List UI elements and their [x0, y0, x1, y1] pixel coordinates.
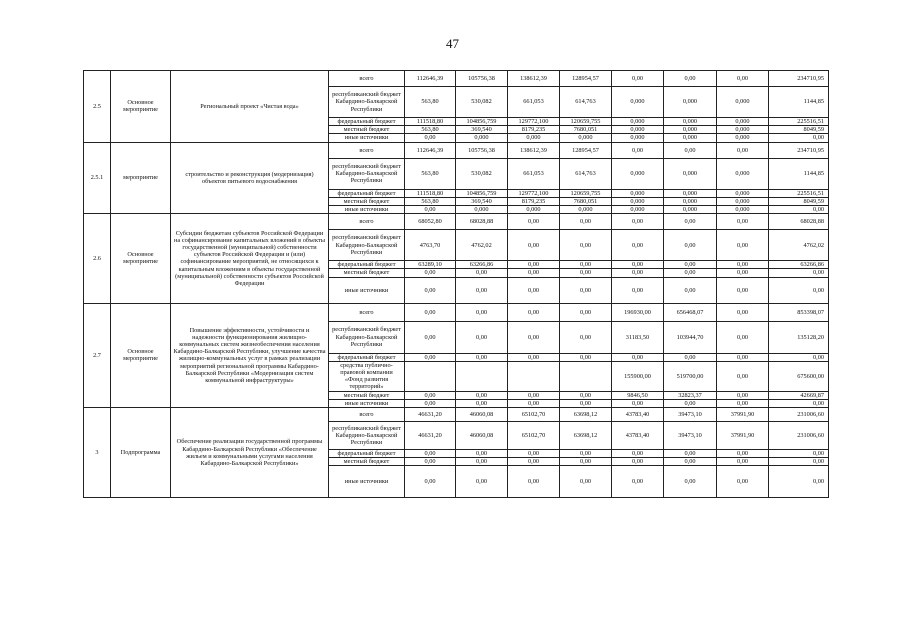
item-number: 2.5.1	[84, 142, 111, 214]
year-value: 0,00	[664, 142, 717, 158]
total-value: 0,00	[769, 206, 829, 214]
year-value: 0,000	[664, 87, 717, 118]
year-value: 0,00	[612, 399, 664, 407]
year-value: 563,80	[405, 87, 456, 118]
year-value: 661,053	[508, 158, 560, 189]
year-value: 0,000	[664, 158, 717, 189]
year-value: 0,00	[664, 399, 717, 407]
year-value: 0,00	[405, 134, 456, 142]
total-value: 135128,20	[769, 321, 829, 353]
year-value: 0,000	[717, 126, 769, 134]
year-value: 68028,88	[456, 214, 508, 230]
year-value: 0,00	[664, 214, 717, 230]
year-value: 128954,57	[560, 142, 612, 158]
total-value: 68028,88	[769, 214, 829, 230]
year-value: 0,00	[456, 391, 508, 399]
year-value: 0,00	[456, 458, 508, 466]
year-value: 0,00	[560, 450, 612, 458]
year-value: 0,00	[612, 142, 664, 158]
year-value: 105756,38	[456, 142, 508, 158]
year-value: 155900,00	[612, 361, 664, 391]
year-value: 0,000	[664, 197, 717, 205]
year-value: 111518,80	[405, 189, 456, 197]
total-value: 63266,86	[769, 261, 829, 269]
year-value: 46060,08	[456, 408, 508, 422]
funding-source: всего	[329, 142, 405, 158]
year-value: 0,00	[560, 353, 612, 361]
year-value: 0,00	[717, 261, 769, 269]
item-description: Обеспечение реализации государственной программы Кабардино-Балкарской Республики «Обеспечение жильем и коммунальными услугами населения Кабардино-Балкарской Республики»	[171, 408, 329, 498]
year-value: 0,000	[508, 134, 560, 142]
year-value	[405, 361, 456, 391]
total-value: 1144,85	[769, 158, 829, 189]
funding-source: всего	[329, 303, 405, 321]
item-description: строительство и реконструкция (модернизация) объектов питьевого водоснабжения	[171, 142, 329, 214]
year-value: 0,00	[664, 261, 717, 269]
year-value: 0,00	[612, 450, 664, 458]
year-value: 0,000	[612, 189, 664, 197]
year-value: 0,00	[508, 303, 560, 321]
year-value: 4763,70	[405, 230, 456, 261]
year-value: 7680,051	[560, 126, 612, 134]
year-value: 369,540	[456, 197, 508, 205]
year-value: 63289,10	[405, 261, 456, 269]
year-value: 0,00	[508, 450, 560, 458]
year-value: 0,000	[664, 118, 717, 126]
year-value: 4762,02	[456, 230, 508, 261]
total-value: 234710,95	[769, 142, 829, 158]
year-value: 0,00	[456, 450, 508, 458]
year-value: 0,00	[456, 277, 508, 303]
total-value: 0,00	[769, 399, 829, 407]
year-value: 63698,12	[560, 422, 612, 450]
total-value: 225516,51	[769, 189, 829, 197]
total-value: 1144,85	[769, 87, 829, 118]
funding-source: иные источники	[329, 277, 405, 303]
year-value	[560, 361, 612, 391]
year-value: 0,00	[717, 321, 769, 353]
year-value: 104856,759	[456, 118, 508, 126]
funding-source: федеральный бюджет	[329, 118, 405, 126]
item-description: Повышение эффективности, устойчивости и надежности функционирования жилищно-коммунальных систем жизнеобеспечения населения Кабардино-Балкарской Республики, улучшение качества жилищно-коммунальных услуг в рамках реализации мероприятий региональной программы Кабардино-Балкарской Республики «Модернизация систем коммунальной инфраструктуры»	[171, 303, 329, 407]
year-value: 0,00	[664, 458, 717, 466]
year-value: 43783,40	[612, 408, 664, 422]
year-value: 0,000	[560, 206, 612, 214]
funding-source: республиканский бюджет Кабардино-Балкарской Республики	[329, 321, 405, 353]
year-value: 0,000	[612, 87, 664, 118]
year-value: 0,000	[560, 134, 612, 142]
funding-source: республиканский бюджет Кабардино-Балкарской Республики	[329, 158, 405, 189]
year-value: 0,000	[717, 87, 769, 118]
year-value: 0,00	[664, 269, 717, 277]
year-value: 0,00	[717, 277, 769, 303]
table-row	[84, 214, 829, 230]
year-value: 0,00	[508, 230, 560, 261]
year-value: 0,00	[405, 321, 456, 353]
year-value: 0,00	[405, 466, 456, 498]
year-value: 0,000	[612, 197, 664, 205]
year-value: 0,00	[717, 450, 769, 458]
year-value: 0,00	[717, 142, 769, 158]
funding-source: всего	[329, 214, 405, 230]
year-value: 68052,80	[405, 214, 456, 230]
year-value: 563,80	[405, 126, 456, 134]
item-number: 2.5	[84, 71, 111, 143]
year-value: 0,00	[508, 261, 560, 269]
year-value: 138612,39	[508, 71, 560, 87]
funding-source: местный бюджет	[329, 197, 405, 205]
year-value: 0,00	[508, 277, 560, 303]
total-value: 675600,00	[769, 361, 829, 391]
total-value: 0,00	[769, 466, 829, 498]
year-value: 0,00	[664, 230, 717, 261]
year-value: 0,00	[717, 214, 769, 230]
funding-source: республиканский бюджет Кабардино-Балкарской Республики	[329, 230, 405, 261]
year-value	[508, 361, 560, 391]
item-type: Подпрограмма	[111, 408, 171, 498]
year-value: 0,00	[612, 214, 664, 230]
item-description: Субсидии бюджетам субъектов Российской Федерации на софинансирование капитальных вложений в объекты государственной (муниципальной) собственности субъектов Российской Федерации и (или) софинансирование мероприятий, не относящихся к капитальным вложениям в объекты государственной (муниципальной) собственности субъектов Российской Федерации	[171, 214, 329, 303]
year-value: 0,00	[560, 261, 612, 269]
year-value: 65102,70	[508, 408, 560, 422]
funding-source: федеральный бюджет	[329, 353, 405, 361]
item-type: Основное мероприятие	[111, 303, 171, 407]
total-value: 0,00	[769, 458, 829, 466]
year-value: 0,00	[612, 458, 664, 466]
funding-source: всего	[329, 71, 405, 87]
year-value: 0,000	[717, 158, 769, 189]
year-value: 128954,57	[560, 71, 612, 87]
year-value: 0,00	[560, 399, 612, 407]
funding-source: иные источники	[329, 206, 405, 214]
year-value: 0,00	[456, 269, 508, 277]
year-value: 0,00	[612, 353, 664, 361]
year-value: 0,000	[508, 206, 560, 214]
budget-table	[83, 70, 829, 498]
year-value: 31183,50	[612, 321, 664, 353]
year-value: 0,00	[456, 399, 508, 407]
year-value: 196930,00	[612, 303, 664, 321]
total-value: 8049,59	[769, 126, 829, 134]
year-value: 0,00	[664, 353, 717, 361]
year-value	[456, 361, 508, 391]
funding-source: местный бюджет	[329, 126, 405, 134]
year-value: 0,000	[456, 134, 508, 142]
item-number: 2.6	[84, 214, 111, 303]
year-value: 63266,86	[456, 261, 508, 269]
year-value: 563,80	[405, 158, 456, 189]
total-value: 853398,07	[769, 303, 829, 321]
total-value: 231006,60	[769, 408, 829, 422]
year-value: 0,00	[717, 230, 769, 261]
funding-source: местный бюджет	[329, 391, 405, 399]
funding-source: иные источники	[329, 466, 405, 498]
year-value: 0,00	[405, 206, 456, 214]
year-value: 0,00	[612, 269, 664, 277]
year-value: 0,00	[508, 353, 560, 361]
year-value: 0,00	[405, 353, 456, 361]
item-number: 3	[84, 408, 111, 498]
year-value: 0,00	[612, 277, 664, 303]
total-value: 231006,60	[769, 422, 829, 450]
year-value: 563,80	[405, 197, 456, 205]
year-value: 0,00	[612, 71, 664, 87]
year-value: 7680,051	[560, 197, 612, 205]
funding-source: федеральный бюджет	[329, 261, 405, 269]
year-value: 0,00	[664, 466, 717, 498]
year-value: 0,00	[717, 269, 769, 277]
funding-source: республиканский бюджет Кабардино-Балкарской Республики	[329, 87, 405, 118]
item-number: 2.7	[84, 303, 111, 407]
year-value: 0,00	[717, 361, 769, 391]
year-value: 0,00	[508, 391, 560, 399]
year-value: 369,540	[456, 126, 508, 134]
year-value: 65102,70	[508, 422, 560, 450]
year-value: 0,00	[405, 277, 456, 303]
year-value: 0,000	[717, 189, 769, 197]
year-value: 0,00	[508, 399, 560, 407]
year-value: 0,00	[456, 466, 508, 498]
year-value: 112646,39	[405, 71, 456, 87]
year-value: 0,000	[612, 158, 664, 189]
funding-source: федеральный бюджет	[329, 450, 405, 458]
total-value: 0,00	[769, 450, 829, 458]
year-value: 46631,20	[405, 422, 456, 450]
item-type: Основное мероприятие	[111, 71, 171, 143]
funding-source: местный бюджет	[329, 458, 405, 466]
year-value: 37991,90	[717, 408, 769, 422]
table-row	[84, 408, 829, 422]
year-value: 112646,39	[405, 142, 456, 158]
year-value: 0,00	[612, 466, 664, 498]
year-value: 614,763	[560, 87, 612, 118]
year-value: 120659,755	[560, 118, 612, 126]
year-value: 0,000	[717, 197, 769, 205]
year-value: 103944,70	[664, 321, 717, 353]
year-value: 0,000	[612, 206, 664, 214]
year-value: 46631,20	[405, 408, 456, 422]
year-value: 0,00	[560, 214, 612, 230]
total-value: 8049,59	[769, 197, 829, 205]
year-value: 8179,235	[508, 197, 560, 205]
year-value: 129772,100	[508, 118, 560, 126]
year-value: 0,000	[612, 126, 664, 134]
funding-source: республиканский бюджет Кабардино-Балкарской Республики	[329, 422, 405, 450]
year-value: 63698,12	[560, 408, 612, 422]
year-value: 43783,40	[612, 422, 664, 450]
year-value: 0,000	[717, 206, 769, 214]
table-row	[84, 142, 829, 158]
year-value: 614,763	[560, 158, 612, 189]
year-value: 0,00	[508, 214, 560, 230]
year-value: 661,053	[508, 87, 560, 118]
year-value: 105756,38	[456, 71, 508, 87]
year-value: 530,082	[456, 158, 508, 189]
year-value: 530,082	[456, 87, 508, 118]
year-value: 0,00	[717, 391, 769, 399]
year-value: 0,00	[664, 71, 717, 87]
year-value: 46060,08	[456, 422, 508, 450]
year-value: 0,00	[717, 458, 769, 466]
year-value: 0,00	[560, 303, 612, 321]
year-value: 111518,80	[405, 118, 456, 126]
year-value: 0,00	[405, 269, 456, 277]
table-row	[84, 71, 829, 87]
year-value: 0,00	[405, 458, 456, 466]
year-value: 656468,07	[664, 303, 717, 321]
year-value: 0,00	[508, 321, 560, 353]
year-value: 0,00	[717, 303, 769, 321]
total-value: 225516,51	[769, 118, 829, 126]
year-value: 129772,100	[508, 189, 560, 197]
item-type: мероприятие	[111, 142, 171, 214]
table-row	[84, 303, 829, 321]
year-value: 0,00	[560, 269, 612, 277]
year-value: 37991,90	[717, 422, 769, 450]
year-value: 39473,10	[664, 422, 717, 450]
year-value: 0,00	[612, 261, 664, 269]
total-value: 4762,02	[769, 230, 829, 261]
year-value: 138612,39	[508, 142, 560, 158]
year-value: 0,00	[560, 458, 612, 466]
total-value: 234710,95	[769, 71, 829, 87]
year-value: 0,00	[664, 277, 717, 303]
total-value: 0,00	[769, 353, 829, 361]
year-value: 0,00	[717, 466, 769, 498]
year-value: 0,00	[717, 399, 769, 407]
year-value: 0,000	[612, 118, 664, 126]
year-value: 0,000	[664, 134, 717, 142]
year-value: 0,00	[456, 321, 508, 353]
year-value: 0,00	[560, 230, 612, 261]
year-value: 0,00	[664, 450, 717, 458]
year-value: 0,000	[717, 134, 769, 142]
funding-source: иные источники	[329, 399, 405, 407]
year-value: 0,00	[560, 391, 612, 399]
year-value: 0,00	[717, 71, 769, 87]
item-type: Основное мероприятие	[111, 214, 171, 303]
year-value: 0,00	[405, 391, 456, 399]
funding-source: федеральный бюджет	[329, 189, 405, 197]
year-value: 0,000	[664, 189, 717, 197]
year-value: 0,00	[560, 277, 612, 303]
funding-source: средства публично-правовой компании «Фонд развития территорий»	[329, 361, 405, 391]
year-value: 0,00	[612, 230, 664, 261]
funding-source: всего	[329, 408, 405, 422]
year-value: 0,000	[717, 118, 769, 126]
total-value: 0,00	[769, 277, 829, 303]
year-value: 0,000	[664, 126, 717, 134]
year-value: 0,00	[508, 269, 560, 277]
year-value: 8179,235	[508, 126, 560, 134]
year-value: 0,00	[508, 458, 560, 466]
total-value: 42669,87	[769, 391, 829, 399]
year-value: 0,00	[405, 399, 456, 407]
funding-source: иные источники	[329, 134, 405, 142]
total-value: 0,00	[769, 134, 829, 142]
year-value: 104856,759	[456, 189, 508, 197]
year-value: 0,00	[405, 303, 456, 321]
year-value: 0,000	[664, 206, 717, 214]
item-description: Региональный проект «Чистая вода»	[171, 71, 329, 143]
total-value: 0,00	[769, 269, 829, 277]
year-value: 0,00	[717, 353, 769, 361]
year-value: 0,00	[456, 353, 508, 361]
year-value: 0,00	[560, 466, 612, 498]
year-value: 0,00	[560, 321, 612, 353]
page-number: 47	[446, 36, 459, 51]
year-value: 0,000	[612, 134, 664, 142]
year-value: 519700,00	[664, 361, 717, 391]
year-value: 0,000	[456, 206, 508, 214]
year-value: 9846,50	[612, 391, 664, 399]
year-value: 0,00	[456, 303, 508, 321]
funding-source: местный бюджет	[329, 269, 405, 277]
year-value: 0,00	[508, 466, 560, 498]
year-value: 0,00	[405, 450, 456, 458]
year-value: 120659,755	[560, 189, 612, 197]
year-value: 32823,37	[664, 391, 717, 399]
year-value: 39473,10	[664, 408, 717, 422]
